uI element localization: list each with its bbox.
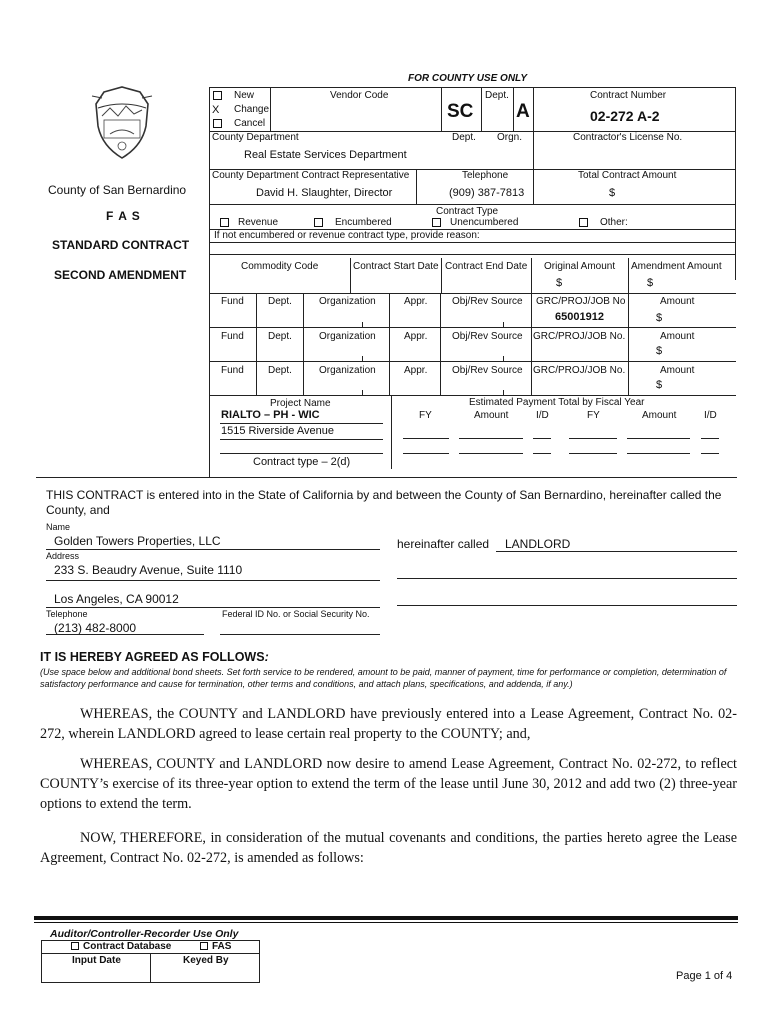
county-department-label: County Department — [212, 132, 299, 143]
grc-label-3: GRC/PROJ/JOB No. — [533, 365, 626, 376]
fas-footer-label: FAS — [212, 941, 232, 952]
project-name: RIALTO – PH - WIC — [221, 409, 320, 421]
vendor-code: SC — [447, 101, 474, 122]
dept-label: Dept. — [485, 90, 509, 101]
footer-rule-thin — [34, 922, 738, 923]
appr-label-3: Appr. — [404, 365, 428, 376]
fy-label-1: FY — [419, 410, 432, 421]
paragraph-now-therefore — [40, 828, 737, 868]
agreed-heading — [40, 650, 269, 664]
amount-value-1: $ — [656, 312, 663, 324]
contract-number-label: Contract Number — [590, 90, 667, 101]
other-checkbox[interactable] — [579, 218, 588, 227]
obj-rev-label-2: Obj/Rev Source — [452, 331, 523, 342]
party-address-1: 233 S. Beaudry Avenue, Suite 1110 — [54, 563, 243, 577]
organization-label-3: Organization — [319, 365, 376, 376]
orgn-label: Orgn. — [497, 132, 523, 143]
license-label: Contractor's License No. — [573, 132, 683, 143]
encumbered-checkbox[interactable] — [314, 218, 323, 227]
county-name: County of San Bernardino — [48, 183, 187, 197]
dept-label-1: Dept. — [268, 296, 292, 307]
job-number: 65001912 — [555, 311, 604, 323]
fund-label-3: Fund — [221, 365, 244, 376]
dept2-label: Dept. — [452, 132, 476, 143]
input-date-label: Input Date — [72, 955, 121, 966]
amount-label-fy-1: Amount — [474, 410, 509, 421]
organization-label-2: Organization — [319, 331, 376, 342]
party-address-2: Los Angeles, CA 90012 — [54, 592, 179, 606]
party-name: Golden Towers Properties, LLC — [54, 534, 221, 548]
telephone-label: Telephone — [462, 170, 509, 181]
county-department: Real Estate Services Department — [244, 149, 407, 161]
commodity-code-label: Commodity Code — [241, 261, 319, 272]
amendment-amount-value: $ — [647, 277, 654, 289]
grc-label-1: GRC/PROJ/JOB No — [536, 296, 626, 307]
revenue-checkbox[interactable] — [220, 218, 229, 227]
id-label-1: I/D — [536, 410, 549, 421]
paragraph-whereas-1 — [40, 704, 737, 744]
organization-label-1: Organization — [319, 296, 376, 307]
reason-label: If not encumbered or revenue contract type, provide reason: — [214, 230, 480, 241]
appr-label-2: Appr. — [404, 331, 428, 342]
new-checkbox[interactable] — [213, 91, 222, 100]
other-label: Other: — [600, 217, 628, 228]
obj-rev-label-1: Obj/Rev Source — [452, 296, 523, 307]
contract-database-checkbox[interactable] — [71, 942, 79, 950]
unencumbered-label: Unencumbered — [450, 217, 519, 228]
original-amount-label: Original Amount — [544, 261, 616, 272]
amount-label-3: Amount — [660, 365, 695, 376]
agreed-heading-text: IT IS HEREBY AGREED AS FOLLOWS — [40, 650, 265, 664]
paragraph-text-1: WHEREAS, the COUNTY and LANDLORD have previously entered into a Lease Agreement, Contract No. 02-272, wherein LANDLORD agreed to lease certain real property to the COUNTY; and, — [40, 706, 737, 742]
name-label: Name — [46, 522, 71, 532]
contract-database-label: Contract Database — [83, 941, 172, 952]
total-amount-label: Total Contract Amount — [578, 170, 677, 181]
obj-rev-label-3: Obj/Rev Source — [452, 365, 523, 376]
paragraph-text-3: NOW, THEREFORE, in consideration of the mutual covenants and conditions, the parties hereto agree the Lease Agreement, Contract No. 02-272, is amended as follows: — [40, 830, 737, 866]
auditor-label: Auditor/Controller-Recorder Use Only — [50, 928, 239, 940]
address-label: Address — [46, 551, 80, 561]
contract-type-value: Contract type – 2(d) — [253, 456, 351, 468]
standard-contract-title: STANDARD CONTRACT — [52, 238, 190, 252]
amount-value-3: $ — [656, 379, 663, 391]
change-mark[interactable]: X — [212, 104, 220, 116]
id-label-2: I/D — [704, 410, 717, 421]
county-seal-icon — [90, 86, 154, 162]
contract-intro: THIS CONTRACT is entered into in the State of California by and between the County of San Bernardino, hereinafter called the County, and — [46, 488, 722, 517]
keyed-by-label: Keyed By — [183, 955, 229, 966]
amount-label-1: Amount — [660, 296, 695, 307]
new-label: New — [234, 90, 255, 101]
party-telephone: (213) 482-8000 — [54, 621, 137, 635]
fund-label-2: Fund — [221, 331, 244, 342]
project-name-label: Project Name — [270, 398, 331, 409]
vendor-code-label: Vendor Code — [330, 90, 389, 101]
rep-label: County Department Contract Representative — [212, 170, 410, 181]
cancel-label: Cancel — [234, 118, 266, 129]
dept-value: A — [516, 101, 530, 122]
fy-label-2: FY — [587, 410, 600, 421]
est-payment-label: Estimated Payment Total by Fiscal Year — [469, 397, 645, 408]
start-date-label: Contract Start Date — [353, 261, 439, 272]
footer-rule — [34, 916, 738, 920]
dept-label-3: Dept. — [268, 365, 292, 376]
total-amount: $ — [609, 187, 616, 199]
telephone-label-party: Telephone — [46, 609, 88, 619]
unencumbered-checkbox[interactable] — [432, 218, 441, 227]
fas-checkbox[interactable] — [200, 942, 208, 950]
rep-phone: (909) 387-7813 — [449, 187, 525, 199]
hereinafter-label: hereinafter called — [397, 537, 490, 551]
contract-type-label: Contract Type — [436, 206, 499, 217]
fund-label-1: Fund — [221, 296, 244, 307]
amount-label-2: Amount — [660, 331, 695, 342]
end-date-label: Contract End Date — [445, 261, 528, 272]
cancel-checkbox[interactable] — [213, 119, 222, 128]
original-amount-value: $ — [556, 277, 563, 289]
amendment-amount-label: Amendment Amount — [631, 261, 722, 272]
grc-label-2: GRC/PROJ/JOB No. — [533, 331, 626, 342]
county-use-only-label: FOR COUNTY USE ONLY — [408, 73, 528, 84]
agreed-instructions: (Use space below and additional bond sheets. Set forth service to be rendered, amount to be paid, manner of payment, time for performance or completion, determination of satisfactory performance and cause for termination, other terms and conditions, and attach plans, specifications, and addenda, if any.) — [40, 667, 727, 689]
party-role: LANDLORD — [505, 537, 571, 551]
paragraph-whereas-2 — [40, 754, 737, 814]
fas-label: F A S — [106, 209, 141, 223]
encumbered-label: Encumbered — [335, 217, 392, 228]
rep-name: David H. Slaughter, Director — [256, 187, 393, 199]
project-address: 1515 Riverside Avenue — [221, 425, 334, 437]
appr-label-1: Appr. — [404, 296, 428, 307]
federal-id-label: Federal ID No. or Social Security No. — [222, 609, 370, 619]
contract-number: 02-272 A-2 — [590, 108, 660, 124]
amount-label-fy-2: Amount — [642, 410, 677, 421]
agreed-colon: : — [264, 650, 269, 664]
revenue-label: Revenue — [238, 217, 279, 228]
change-label: Change — [234, 104, 270, 115]
page-number: Page 1 of 4 — [676, 970, 733, 982]
paragraph-text-2: WHEREAS, COUNTY and LANDLORD now desire to amend Lease Agreement, Contract No. 02-272, to reflect COUNTY’s exercise of its three-year option to extend the term of the lease until June 30, 2012 and add two (2) three-year options to extend the term. — [40, 756, 737, 812]
dept-label-2: Dept. — [268, 331, 292, 342]
amendment-title: SECOND AMENDMENT — [54, 268, 187, 282]
amount-value-2: $ — [656, 345, 663, 357]
